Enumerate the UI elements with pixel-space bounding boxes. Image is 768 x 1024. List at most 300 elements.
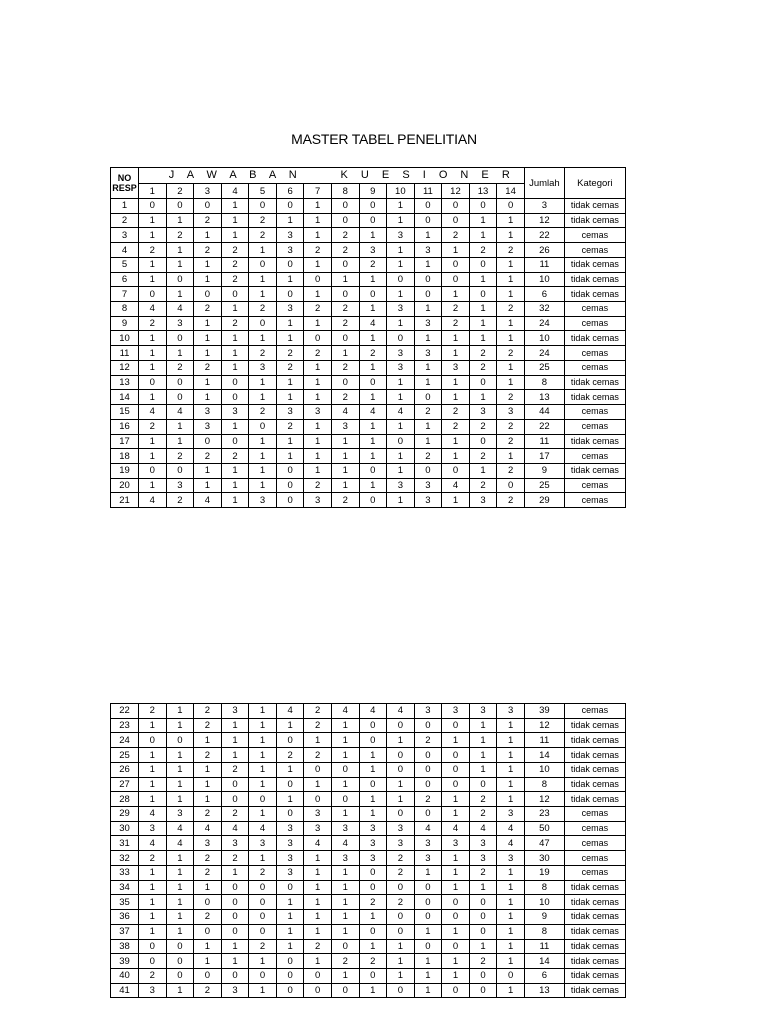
answer-cell: 1 [497, 213, 525, 228]
answer-cell: 0 [166, 463, 194, 478]
answer-cell: 1 [139, 777, 167, 792]
jumlah-cell: 19 [524, 865, 564, 880]
jumlah-cell: 3 [524, 199, 564, 214]
answer-cell: 2 [469, 243, 497, 258]
answer-cell: 1 [276, 924, 304, 939]
answer-cell: 1 [387, 968, 415, 983]
answer-cell: 0 [304, 331, 332, 346]
kategori-cell: tidak cemas [564, 199, 625, 214]
answer-cell: 3 [387, 821, 415, 836]
answer-cell: 0 [442, 895, 470, 910]
answer-cell: 1 [304, 434, 332, 449]
header-no-label: NO [117, 173, 132, 183]
resp-number-cell: 36 [111, 910, 139, 925]
answer-cell: 3 [276, 302, 304, 317]
answer-cell: 0 [414, 390, 442, 405]
answer-cell: 1 [194, 939, 222, 954]
answer-cell: 3 [387, 360, 415, 375]
answer-cell: 2 [497, 390, 525, 405]
resp-number-cell: 24 [111, 733, 139, 748]
answer-cell: 2 [469, 360, 497, 375]
answer-cell: 0 [304, 762, 332, 777]
answer-cell: 1 [139, 910, 167, 925]
answer-cell: 0 [304, 983, 332, 998]
answer-cell: 1 [221, 199, 249, 214]
answer-cell: 0 [387, 718, 415, 733]
answer-cell: 1 [304, 390, 332, 405]
kategori-cell: tidak cemas [564, 463, 625, 478]
answer-cell: 3 [414, 836, 442, 851]
table-row [111, 762, 626, 777]
answer-cell: 2 [221, 243, 249, 258]
resp-number-cell: 34 [111, 880, 139, 895]
kategori-cell: cemas [564, 478, 625, 493]
jumlah-cell: 10 [524, 272, 564, 287]
answer-cell: 4 [442, 478, 470, 493]
answer-cell: 3 [359, 836, 387, 851]
kategori-cell: cemas [564, 449, 625, 464]
table-row [111, 895, 626, 910]
answer-cell: 1 [221, 331, 249, 346]
table-row [111, 748, 626, 763]
answer-cell: 2 [249, 865, 277, 880]
answer-cell: 3 [166, 316, 194, 331]
answer-cell: 1 [359, 272, 387, 287]
jumlah-cell: 47 [524, 836, 564, 851]
answer-cell: 3 [387, 302, 415, 317]
answer-cell: 0 [469, 375, 497, 390]
answer-cell: 4 [359, 405, 387, 420]
answer-cell: 0 [166, 733, 194, 748]
answer-cell: 3 [221, 405, 249, 420]
jumlah-cell: 12 [524, 718, 564, 733]
answer-cell: 0 [166, 272, 194, 287]
answer-cell: 3 [387, 346, 415, 361]
table-row [111, 257, 626, 272]
table-row [111, 939, 626, 954]
header-question-14: 14 [497, 184, 525, 199]
answer-cell: 3 [414, 316, 442, 331]
answer-cell: 1 [359, 792, 387, 807]
answer-cell: 0 [359, 375, 387, 390]
answer-cell: 1 [497, 272, 525, 287]
answer-cell: 3 [194, 419, 222, 434]
answer-cell: 2 [221, 449, 249, 464]
answer-cell: 0 [166, 375, 194, 390]
answer-cell: 2 [166, 493, 194, 508]
answer-cell: 4 [497, 836, 525, 851]
answer-cell: 1 [139, 924, 167, 939]
answer-cell: 2 [276, 360, 304, 375]
answer-cell: 1 [249, 762, 277, 777]
kategori-cell: cemas [564, 821, 625, 836]
jumlah-cell: 10 [524, 331, 564, 346]
answer-cell: 1 [414, 257, 442, 272]
kategori-cell: tidak cemas [564, 390, 625, 405]
resp-number-cell: 29 [111, 807, 139, 822]
answer-cell: 1 [276, 390, 304, 405]
answer-cell: 2 [304, 243, 332, 258]
answer-cell: 1 [194, 733, 222, 748]
resp-number-cell: 16 [111, 419, 139, 434]
answer-cell: 3 [331, 851, 359, 866]
answer-cell: 1 [194, 880, 222, 895]
answer-cell: 3 [276, 821, 304, 836]
answer-cell: 1 [387, 316, 415, 331]
answer-cell: 2 [304, 704, 332, 719]
answer-cell: 3 [469, 405, 497, 420]
answer-cell: 1 [249, 704, 277, 719]
kategori-cell: tidak cemas [564, 777, 625, 792]
answer-cell: 1 [497, 895, 525, 910]
kategori-cell: cemas [564, 360, 625, 375]
answer-cell: 0 [469, 968, 497, 983]
answer-cell: 4 [166, 302, 194, 317]
answer-cell: 2 [497, 463, 525, 478]
kategori-cell: cemas [564, 493, 625, 508]
answer-cell: 1 [194, 257, 222, 272]
resp-number-cell: 21 [111, 493, 139, 508]
answer-cell: 2 [497, 346, 525, 361]
resp-number-cell: 1 [111, 199, 139, 214]
table-row [111, 478, 626, 493]
answer-cell: 1 [387, 777, 415, 792]
kategori-cell: tidak cemas [564, 880, 625, 895]
answer-cell: 1 [249, 983, 277, 998]
answer-cell: 1 [194, 375, 222, 390]
answer-cell: 0 [304, 272, 332, 287]
answer-cell: 1 [442, 865, 470, 880]
table-row [111, 865, 626, 880]
table-row [111, 910, 626, 925]
answer-cell: 1 [249, 777, 277, 792]
answer-cell: 3 [221, 704, 249, 719]
table-row [111, 272, 626, 287]
answer-cell: 4 [166, 836, 194, 851]
answer-cell: 0 [442, 718, 470, 733]
answer-cell: 0 [331, 199, 359, 214]
resp-number-cell: 35 [111, 895, 139, 910]
answer-cell: 0 [166, 968, 194, 983]
answer-cell: 1 [249, 463, 277, 478]
answer-cell: 2 [166, 449, 194, 464]
answer-cell: 1 [442, 880, 470, 895]
answer-cell: 2 [387, 851, 415, 866]
resp-number-cell: 6 [111, 272, 139, 287]
answer-cell: 1 [276, 331, 304, 346]
kategori-cell: cemas [564, 228, 625, 243]
answer-cell: 2 [249, 228, 277, 243]
answer-cell: 2 [249, 346, 277, 361]
answer-cell: 1 [442, 733, 470, 748]
answer-cell: 1 [414, 924, 442, 939]
answer-cell: 3 [139, 821, 167, 836]
jumlah-cell: 13 [524, 390, 564, 405]
answer-cell: 1 [249, 272, 277, 287]
answer-cell: 1 [442, 243, 470, 258]
answer-cell: 1 [276, 910, 304, 925]
answer-cell: 1 [497, 331, 525, 346]
kategori-cell: tidak cemas [564, 213, 625, 228]
answer-cell: 1 [276, 895, 304, 910]
answer-cell: 3 [276, 228, 304, 243]
answer-cell: 0 [276, 983, 304, 998]
answer-cell: 4 [249, 821, 277, 836]
jumlah-cell: 9 [524, 910, 564, 925]
header-question-11: 11 [414, 184, 442, 199]
answer-cell: 1 [359, 390, 387, 405]
answer-cell: 1 [469, 463, 497, 478]
answer-cell: 3 [497, 807, 525, 822]
answer-cell: 2 [194, 213, 222, 228]
answer-cell: 1 [166, 910, 194, 925]
answer-cell: 3 [276, 851, 304, 866]
answer-cell: 3 [221, 983, 249, 998]
answer-cell: 1 [387, 939, 415, 954]
table-row [111, 493, 626, 508]
answer-cell: 0 [139, 375, 167, 390]
answer-cell: 2 [304, 718, 332, 733]
answer-cell: 1 [469, 272, 497, 287]
answer-cell: 4 [331, 836, 359, 851]
answer-cell: 1 [331, 924, 359, 939]
answer-cell: 2 [221, 316, 249, 331]
resp-number-cell: 27 [111, 777, 139, 792]
answer-cell: 1 [414, 360, 442, 375]
answer-cell: 1 [414, 331, 442, 346]
answer-cell: 2 [414, 405, 442, 420]
answer-cell: 1 [359, 807, 387, 822]
answer-cell: 0 [194, 895, 222, 910]
resp-number-cell: 32 [111, 851, 139, 866]
answer-cell: 1 [249, 375, 277, 390]
answer-cell: 3 [166, 478, 194, 493]
answer-cell: 0 [194, 924, 222, 939]
answer-cell: 1 [166, 924, 194, 939]
answer-cell: 2 [469, 792, 497, 807]
answer-cell: 1 [442, 449, 470, 464]
answer-cell: 1 [497, 954, 525, 969]
resp-number-cell: 7 [111, 287, 139, 302]
answer-cell: 4 [304, 836, 332, 851]
answer-cell: 3 [414, 478, 442, 493]
answer-cell: 0 [331, 983, 359, 998]
answer-cell: 1 [331, 865, 359, 880]
answer-cell: 1 [139, 360, 167, 375]
answer-cell: 1 [166, 257, 194, 272]
answer-cell: 1 [359, 762, 387, 777]
kategori-cell: tidak cemas [564, 272, 625, 287]
answer-cell: 1 [194, 777, 222, 792]
table-row [111, 821, 626, 836]
answer-cell: 1 [387, 449, 415, 464]
answer-cell: 1 [139, 865, 167, 880]
answer-cell: 2 [387, 865, 415, 880]
answer-cell: 3 [414, 704, 442, 719]
resp-number-cell: 4 [111, 243, 139, 258]
header-question-13: 13 [469, 184, 497, 199]
answer-cell: 2 [194, 748, 222, 763]
answer-cell: 1 [497, 924, 525, 939]
answer-cell: 1 [414, 865, 442, 880]
answer-cell: 1 [442, 851, 470, 866]
answer-cell: 1 [331, 807, 359, 822]
answer-cell: 0 [221, 287, 249, 302]
answer-cell: 1 [221, 346, 249, 361]
answer-cell: 2 [194, 704, 222, 719]
answer-cell: 0 [249, 968, 277, 983]
answer-cell: 3 [359, 821, 387, 836]
answer-cell: 1 [139, 895, 167, 910]
answer-cell: 1 [221, 748, 249, 763]
answer-cell: 1 [497, 718, 525, 733]
answer-cell: 1 [194, 478, 222, 493]
answer-cell: 0 [221, 895, 249, 910]
answer-cell: 0 [276, 880, 304, 895]
answer-cell: 0 [276, 777, 304, 792]
answer-cell: 1 [497, 228, 525, 243]
answer-cell: 2 [194, 243, 222, 258]
answer-cell: 2 [331, 360, 359, 375]
answer-cell: 2 [331, 954, 359, 969]
answer-cell: 1 [469, 748, 497, 763]
answer-cell: 1 [304, 910, 332, 925]
jumlah-cell: 22 [524, 228, 564, 243]
answer-cell: 4 [387, 405, 415, 420]
answer-cell: 0 [442, 463, 470, 478]
answer-cell: 1 [249, 243, 277, 258]
kategori-cell: tidak cemas [564, 968, 625, 983]
kategori-cell: tidak cemas [564, 792, 625, 807]
answer-cell: 3 [304, 405, 332, 420]
answer-cell: 4 [359, 316, 387, 331]
answer-cell: 2 [497, 434, 525, 449]
answer-cell: 0 [221, 434, 249, 449]
answer-cell: 1 [166, 895, 194, 910]
answer-cell: 1 [442, 434, 470, 449]
answer-cell: 3 [414, 243, 442, 258]
kategori-cell: cemas [564, 243, 625, 258]
jumlah-cell: 11 [524, 733, 564, 748]
answer-cell: 1 [304, 924, 332, 939]
jumlah-cell: 25 [524, 478, 564, 493]
kategori-cell: cemas [564, 405, 625, 420]
table-row [111, 851, 626, 866]
answer-cell: 3 [276, 243, 304, 258]
answer-cell: 3 [139, 983, 167, 998]
answer-cell: 0 [497, 478, 525, 493]
answer-cell: 1 [166, 777, 194, 792]
answer-cell: 2 [469, 478, 497, 493]
answer-cell: 1 [359, 360, 387, 375]
answer-cell: 2 [469, 346, 497, 361]
answer-cell: 0 [469, 434, 497, 449]
answer-cell: 2 [497, 419, 525, 434]
table-row [111, 346, 626, 361]
answer-cell: 0 [469, 287, 497, 302]
answer-cell: 1 [359, 939, 387, 954]
answer-cell: 1 [304, 360, 332, 375]
resp-number-cell: 30 [111, 821, 139, 836]
answer-cell: 0 [387, 807, 415, 822]
jumlah-cell: 17 [524, 449, 564, 464]
table-row [111, 777, 626, 792]
answer-cell: 3 [331, 419, 359, 434]
answer-cell: 1 [139, 213, 167, 228]
table-row [111, 704, 626, 719]
answer-cell: 1 [166, 213, 194, 228]
answer-cell: 1 [221, 228, 249, 243]
answer-cell: 1 [304, 777, 332, 792]
answer-cell: 0 [276, 954, 304, 969]
answer-cell: 1 [331, 478, 359, 493]
kategori-cell: tidak cemas [564, 924, 625, 939]
answer-cell: 0 [359, 287, 387, 302]
table-row [111, 792, 626, 807]
answer-cell: 1 [304, 851, 332, 866]
answer-cell: 1 [166, 983, 194, 998]
answer-cell: 1 [497, 449, 525, 464]
resp-number-cell: 41 [111, 983, 139, 998]
resp-number-cell: 31 [111, 836, 139, 851]
jumlah-cell: 14 [524, 954, 564, 969]
jumlah-cell: 12 [524, 213, 564, 228]
answer-cell: 1 [139, 228, 167, 243]
table-row [111, 302, 626, 317]
answer-cell: 0 [139, 954, 167, 969]
answer-cell: 2 [139, 243, 167, 258]
answer-cell: 2 [414, 449, 442, 464]
answer-cell: 0 [221, 777, 249, 792]
answer-cell: 0 [442, 983, 470, 998]
answer-cell: 0 [469, 777, 497, 792]
jumlah-cell: 39 [524, 704, 564, 719]
answer-cell: 3 [497, 851, 525, 866]
answer-cell: 2 [304, 478, 332, 493]
table-row [111, 718, 626, 733]
answer-cell: 4 [331, 405, 359, 420]
answer-cell: 1 [194, 463, 222, 478]
jumlah-cell: 11 [524, 257, 564, 272]
resp-number-cell: 15 [111, 405, 139, 420]
answer-cell: 1 [166, 792, 194, 807]
kategori-cell: tidak cemas [564, 257, 625, 272]
answer-cell: 1 [442, 968, 470, 983]
answer-cell: 0 [387, 748, 415, 763]
jumlah-cell: 6 [524, 287, 564, 302]
answer-cell: 1 [359, 302, 387, 317]
answer-cell: 0 [387, 983, 415, 998]
answer-cell: 0 [359, 463, 387, 478]
kategori-cell: tidak cemas [564, 375, 625, 390]
kategori-cell: tidak cemas [564, 895, 625, 910]
answer-cell: 1 [387, 213, 415, 228]
answer-cell: 0 [414, 762, 442, 777]
header-question-1: 1 [139, 184, 167, 199]
answer-cell: 0 [331, 287, 359, 302]
answer-cell: 1 [497, 316, 525, 331]
resp-number-cell: 19 [111, 463, 139, 478]
resp-number-cell: 26 [111, 762, 139, 777]
answer-cell: 1 [304, 865, 332, 880]
answer-cell: 3 [387, 478, 415, 493]
answer-cell: 1 [139, 792, 167, 807]
answer-cell: 0 [249, 880, 277, 895]
answer-cell: 1 [276, 316, 304, 331]
answer-cell: 0 [414, 807, 442, 822]
answer-cell: 2 [221, 762, 249, 777]
jumlah-cell: 24 [524, 316, 564, 331]
